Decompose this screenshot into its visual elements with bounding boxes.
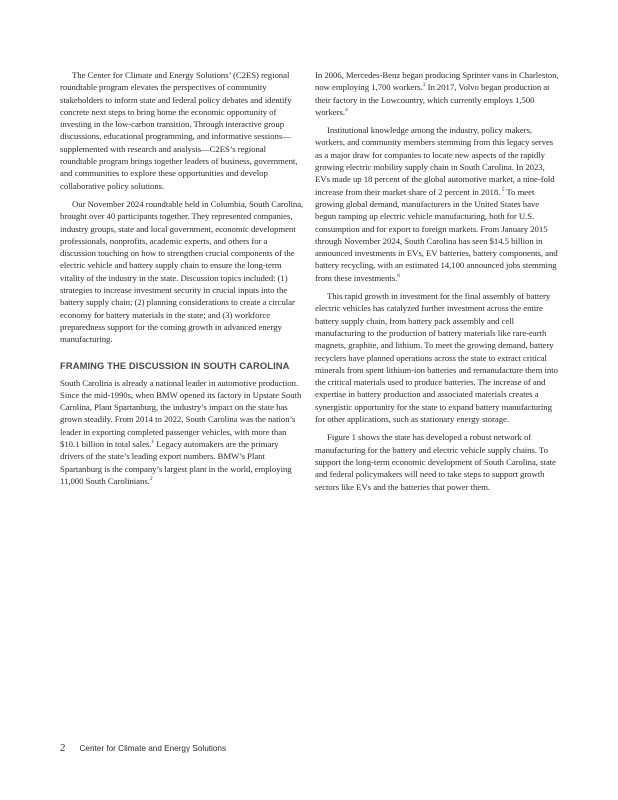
roundtable-paragraph: Our November 2024 roundtable held in Columbia, South Carolina, brought over 40 participants together. They represented companies, industry groups, state and local government, economic development professionals, nonprofits, academic experts, and others for a discussion touching on how to strengthen crucial components of the electric vehicle and battery supply chain to ensure the long-term vitality of the industry in the state. Discussion topics included: (1) strategies to increase investment security in crucial inputs into the battery supply chain; (2) planning considerations to create a circular economy for battery materials in the state; and (3) workforce preparedness support for the coming growth in advanced energy manufacturing. [60,198,304,345]
figure-paragraph: Figure 1 shows the state has developed a robust network of manufacturing for the battery and electric vehicle supply chains. To support the long-term economic development of South Carolina, state and federal policymakers will need to take steps to support growth sectors like EVs and the batteries that power them. [315,432,556,492]
framing-text-a: South Carolina is already a national leader in automotive production. Since the mid-1990s, when BMW opened its factory in Upstate South Carolina, Plant Spartanburg, the industry’s impact on the state has grown steadily. From 2014 to 2022, South Carolina was the nation’s leader in exporting completed passenger vehicles, with more than $10.1 billion in total sales. [60,377,302,450]
knowledge-text-b: To meet growing global demand, manufacturers in the United States have begun ramping up electric vehicle manufacturing, both for U.S. consumption and for export to foreign markets. From January 2015 through November 2024, South Carolina has seen $14.5 billion in announced investments in EVs, EV batteries, battery components, and battery recycling, with an estimated 14,100 announced jobs stemming from these investments. [315,186,558,283]
footnote-ref-1: 1 [151,439,155,446]
page-number: 2 [60,742,66,754]
automakers-text-b: In 2017, Volvo began production at their factory in the Lowcountry, which currently employs 1,500 workers. [315,82,550,117]
section-heading: FRAMING THE DISCUSSION IN SOUTH CAROLINA [60,359,290,371]
automakers-text-a: In 2006, Mercedes-Benz began producing Sprinter vans in Charleston, now employing 1,700 workers. [315,70,559,93]
growth-paragraph: This rapid growth in investment for the final assembly of battery electric vehicles has catalyzed further investment across the entire battery supply chain, from battery pack assembly and cell manufacturing to the production of battery materials like rare-earth magnets, graphite, and lithium. To meet the growing demand, battery recyclers have planned operations across the state to extract critical minerals from spent lithium-ion batteries and remanufacture them into the critical materials used to produce batteries. The increase of and expertise in battery production and associated materials creates a synergistic opportunity for the state to expand battery manufacturing for other applications, such as stationary energy storage. [315,291,558,425]
footer-org-name: Center for Climate and Energy Solutions [79,744,227,753]
footnote-ref-6: 6 [397,272,400,279]
intro-paragraph: The Center for Climate and Energy Solutions’ (C2ES) regional roundtable program elevates the perspectives of community stakeholders to inform state and federal policy debates and identify concrete next steps to bring home the economic opportunity of investing in the low-carbon transition. Through interactive group discussions, educational programming, and informative sessions—supplemented with research and analysis—C2ES’s regional roundtable program brings together leaders of business, government, and communities to explore these opportunities and develop collaborative policy solutions. [60,70,298,191]
page-footer [60,742,226,754]
knowledge-paragraph [315,124,559,284]
right-column [315,69,559,499]
framing-text-b: Legacy automakers are the primary drivers of the state’s leading export numbers. BMW’s Plant Spartanburg is the company’s largest plant in the world, employing 11,000 South Carolinians. [60,439,292,486]
framing-paragraph [60,377,304,488]
footnote-ref-3: 3 [422,82,426,89]
knowledge-text-a: Institutional knowledge among the industry, policy makers, workers, and community members stemming from this legacy serves as a major draw for companies to locate new aspects of the rapidly growing electric mobility supply chain in South Carolina. In 2023, EVs made up 18 percent of the global automotive market, a nine-fold increase from their market share of 2 percent in 2018. [315,125,555,197]
footnote-ref-2: 2 [149,476,153,482]
left-column [60,69,304,493]
automakers-paragraph [315,69,559,118]
footnote-ref-5: 5 [500,186,505,193]
footnote-ref-4: 4 [344,106,348,113]
